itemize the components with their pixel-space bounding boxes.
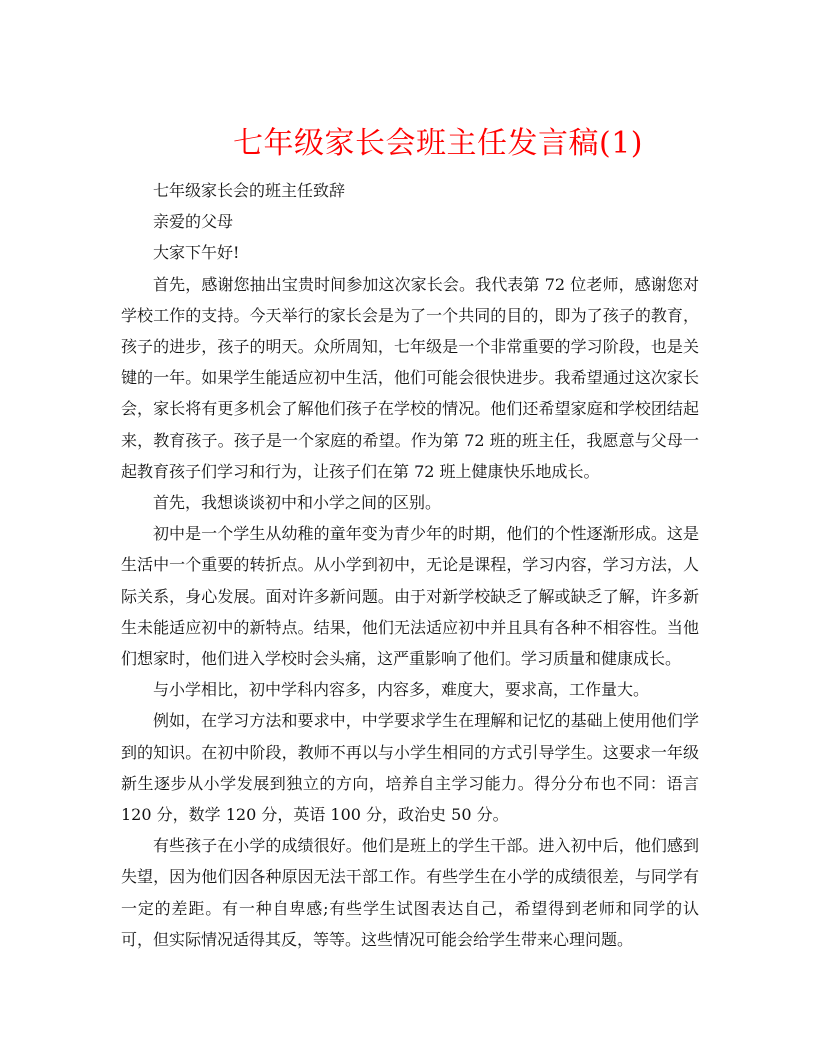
paragraph-topic: 首先，我想谈谈初中和小学之间的区别。 bbox=[153, 493, 442, 513]
paragraph-greeting: 大家下午好! bbox=[153, 243, 240, 263]
paragraph-psychology: 有些孩子在小学的成绩很好。他们是班上的学生干部。进入初中后，他们感到失望，因为他们因各种原因无法干部工作。有些学生在小学的成绩很差，与同学有一定的差距。有一种自卑感;有些学生试图表达自己，希望得到老师和同学的认可，但实际情况适得其反，等等。这些情况可能会给学生带来心理问题。 bbox=[121, 836, 699, 949]
paragraph-example: 例如，在学习方法和要求中，中学要求学生在理解和记忆的基础上使用他们学到的知识。在初中阶段，教师不再以与小学生相同的方式引导学生。这要求一年级新生逐步从小学发展到独立的方向，培养自主学习能力。得分分布也不同：语言 120 分，数学 120 分，英语 100 分，政治史 50 分。 bbox=[121, 711, 699, 825]
paragraph-comparison: 与小学相比，初中学科内容多，内容多，难度大，要求高，工作量大。 bbox=[153, 680, 650, 700]
paragraph-greeting-title: 七年级家长会的班主任致辞 bbox=[153, 181, 346, 200]
paragraph-intro: 首先，感谢您抽出宝贵时间参加这次家长会。我代表第 72 位老师，感谢您对学校工作的支持。今天举行的家长会是为了一个共同的目的，即为了孩子的教育，孩子的进步，孩子的明天。众所周知，七年级是一个非常重要的学习阶段，也是关键的一年。如果学生能适应初中生活，他们可能会很快进步。我希望通过这次家长会，家长将有更多机会了解他们孩子在学校的情况。他们还希望家庭和学校团结起来，教育孩子。孩子是一个家庭的希望。作为第 72 班的班主任，我愿意与父母一起教育孩子们学习和行为，让孩子们在第 72 班上健康快乐地成长。 bbox=[121, 274, 699, 481]
document-title: 七年级家长会班主任发言稿(1) bbox=[233, 126, 643, 162]
document-body bbox=[121, 175, 699, 955]
paragraph-salutation: 亲爱的父母 bbox=[153, 212, 234, 232]
paragraph-transition: 初中是一个学生从幼稚的童年变为青少年的时期，他们的个性逐渐形成。这是生活中一个重要的转折点。从小学到初中，无论是课程，学习内容，学习方法，人际关系，身心发展。面对许多新问题。由于对新学校缺乏了解或缺乏了解，许多新生未能适应初中的新特点。结果，他们无法适应初中并且具有各种不相容性。当他们想家时，他们进入学校时会头痛，这严重影响了他们。学习质量和健康成长。 bbox=[121, 524, 699, 669]
